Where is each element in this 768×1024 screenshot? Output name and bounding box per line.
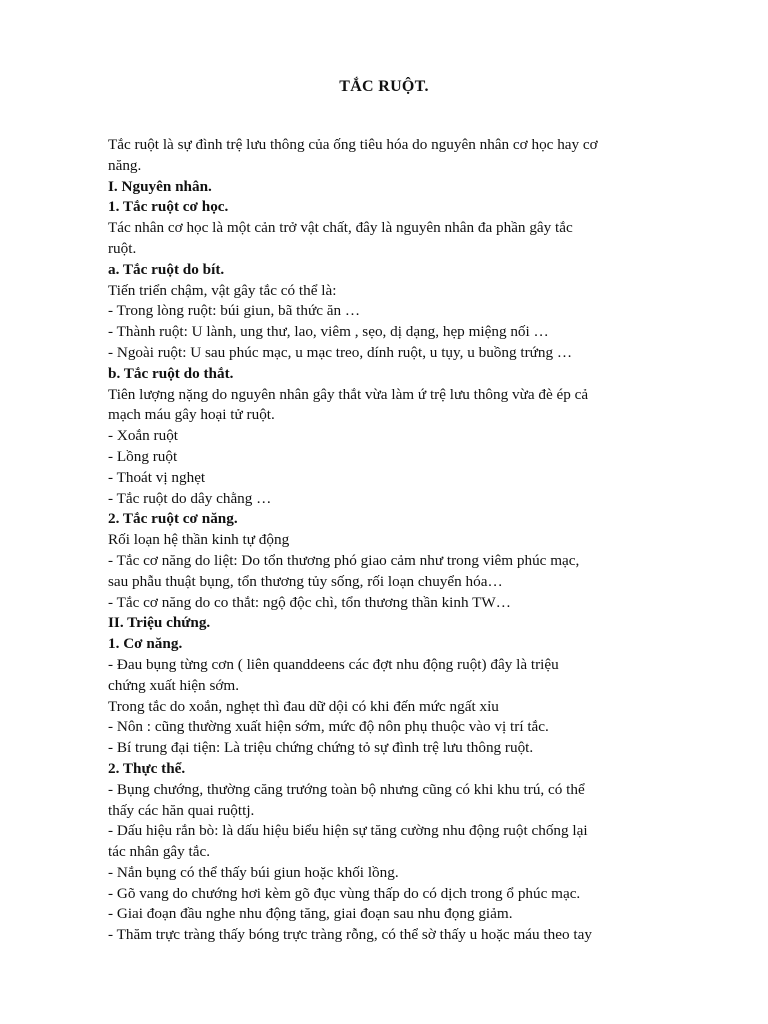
text-line: Tiên lượng nặng do nguyên nhân gây thắt vừa làm ứ trệ lưu thông vừa đè ép cả <box>108 385 589 403</box>
text-line: sau phẫu thuật bụng, tổn thương tủy sống, rối loạn chuyển hóa… <box>108 572 503 590</box>
text-line: - Đau bụng từng cơn ( liên quanddeens các đợt nhu động ruột) đây là triệu <box>108 655 559 673</box>
section-heading: II. Triệu chứng. <box>108 614 211 632</box>
section-heading: 1. Tắc ruột cơ học. <box>108 198 229 216</box>
text-line: chứng xuất hiện sớm. <box>108 676 239 694</box>
text-line: tác nhân gây tắc. <box>108 843 211 861</box>
text-line: Trong tắc do xoắn, nghẹt thì đau dữ dội có khi đến mức ngất xỉu <box>108 697 499 715</box>
text-line: ruột. <box>108 239 137 257</box>
text-line: - Bí trung đại tiện: Là triệu chứng chứng tỏ sự đình trệ lưu thông ruột. <box>108 739 534 757</box>
text-line: Tác nhân cơ học là một cản trở vật chất, đây là nguyên nhân đa phần gây tắc <box>108 219 573 237</box>
section-heading: b. Tắc ruột do thắt. <box>108 364 234 382</box>
text-line: - Bụng chướng, thường căng trướng toàn bộ nhưng cũng có khi khu trú, có thể <box>108 780 585 798</box>
text-line: - Nôn : cũng thường xuất hiện sớm, mức độ nôn phụ thuộc vào vị trí tắc. <box>108 718 549 736</box>
text-line: năng. <box>108 156 142 174</box>
section-heading: a. Tắc ruột do bít. <box>108 260 225 278</box>
text-line: - Lồng ruột <box>108 447 178 465</box>
text-line: Rối loạn hệ thần kinh tự động <box>108 531 290 549</box>
text-line: - Giai đoạn đầu nghe nhu động tăng, giai đoạn sau nhu đọng giảm. <box>108 905 513 923</box>
section-heading: 2. Thực thể. <box>108 759 186 777</box>
section-heading: 2. Tắc ruột cơ năng. <box>108 510 238 528</box>
text-line: - Xoắn ruột <box>108 427 179 445</box>
text-line: - Tắc ruột do dây chằng … <box>108 489 272 507</box>
document-title: TẮC RUỘT. <box>339 78 429 95</box>
text-line: - Tắc cơ năng do co thắt: ngộ độc chì, tổn thương thần kinh TW… <box>108 593 511 611</box>
text-line: - Gõ vang do chướng hơi kèm gõ đục vùng thấp do có dịch trong ổ phúc mạc. <box>108 884 581 902</box>
text-line: - Nắn bụng có thể thấy búi giun hoặc khối lồng. <box>108 863 399 881</box>
text-line: - Ngoài ruột: U sau phúc mạc, u mạc treo, dính ruột, u tụy, u buồng trứng … <box>108 343 573 361</box>
text-line: mạch máu gây hoại tử ruột. <box>108 406 275 424</box>
text-line: Tắc ruột là sự đình trệ lưu thông của ống tiêu hóa do nguyên nhân cơ học hay cơ <box>108 136 598 153</box>
text-line: Tiến triển chậm, vật gây tắc có thể là: <box>108 281 337 299</box>
section-heading: 1. Cơ năng. <box>108 635 183 653</box>
text-line: - Thành ruột: U lành, ung thư, lao, viêm , sẹo, dị dạng, hẹp miệng nối … <box>108 323 549 341</box>
section-heading: I. Nguyên nhân. <box>108 177 212 195</box>
document-body <box>108 135 688 946</box>
text-line: - Thăm trực tràng thấy bóng trực tràng rỗng, có thể sờ thấy u hoặc máu theo tay <box>108 926 592 944</box>
text-line: - Trong lòng ruột: búi giun, bã thức ăn … <box>108 302 361 320</box>
text-line: - Dấu hiệu rắn bò: là dấu hiệu biểu hiện sự tăng cường nhu động ruột chống lại <box>108 822 588 840</box>
text-line: - Tắc cơ năng do liệt: Do tổn thương phó giao cảm như trong viêm phúc mạc, <box>108 551 580 569</box>
text-line: - Thoát vị nghẹt <box>108 468 206 486</box>
text-line: thấy các hăn quai ruộttj. <box>108 801 255 819</box>
